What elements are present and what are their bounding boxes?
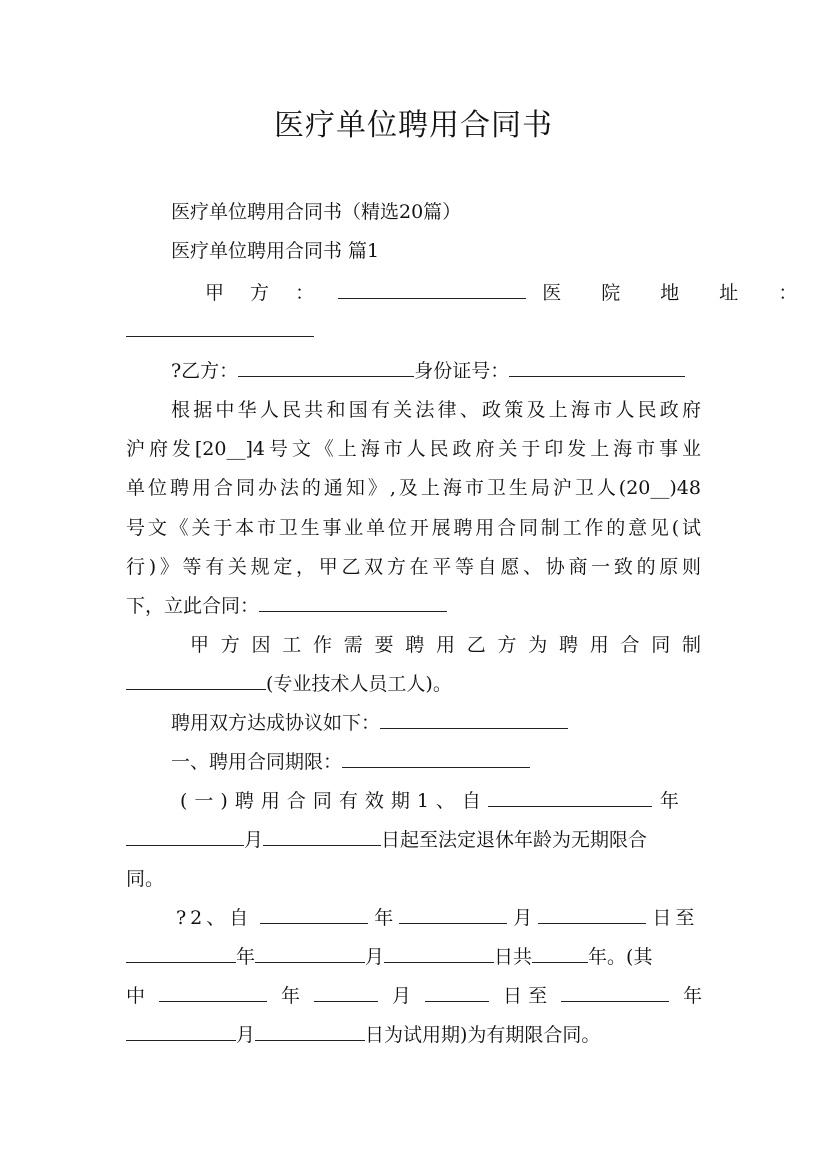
document-title: 医疗单位聘用合同书 [274, 108, 553, 143]
fixed-day-blank [538, 905, 646, 924]
probation-end-month-blank [126, 1022, 236, 1041]
subtitle-text: 医疗单位聘用合同书（精选20篇） [171, 201, 462, 223]
employment-type-blank [126, 671, 266, 690]
party-b-line [171, 358, 701, 384]
day-to-label: 日 至 [503, 985, 548, 1007]
party-a-label: 甲 方 ： [205, 282, 325, 304]
probation-year-blank [159, 983, 267, 1002]
among-label: 中 [126, 985, 146, 1007]
month-label: 月 [236, 1024, 256, 1046]
total-label: 日共 [494, 946, 533, 968]
paragraph-end-line [126, 593, 701, 619]
paragraph-line: 沪府发[20__]4号文《上海市人民政府关于印发上海市事业 [126, 438, 701, 460]
address-blank-line [126, 318, 701, 344]
probation-month-blank [314, 983, 378, 1002]
month-label: 月 [392, 985, 412, 1007]
employment-type-text: (专业技术人员工人)。 [266, 673, 452, 695]
fixed-term-line [176, 905, 701, 931]
probation-line [126, 983, 701, 1009]
validity-tail-text: 日起至法定退休年龄为无期限合 [381, 829, 648, 851]
id-number-blank [509, 358, 685, 377]
paragraph-line: 根据中华人民共和国有关法律、政策及上海市人民政府 [171, 399, 701, 421]
month-label: 月 [513, 907, 533, 929]
validity-text: (一)聘用合同有效期1、自 [180, 790, 488, 812]
agreement-line [171, 710, 746, 736]
year-label: 年 [374, 907, 394, 929]
validity-line-2 [126, 827, 701, 853]
paragraph-line: 单位聘用合同办法的通知》,及上海市卫生局沪卫人(20__)48 [126, 477, 701, 499]
end-day-blank [384, 944, 494, 963]
paragraph-line: 行)》等有关规定，甲乙双方在平等自愿、协商一致的原则 [126, 556, 701, 578]
paragraph-line: 号文《关于本市卫生事业单位开展聘用合同制工作的意见(试 [126, 517, 701, 539]
end-year-blank [126, 944, 236, 963]
paragraph-end-text: 下，立此合同： [126, 595, 260, 617]
years-note: 年。(其 [588, 946, 653, 968]
party-b-blank [238, 358, 414, 377]
hospital-address-label: 医 院 地 址 ： [542, 282, 815, 304]
term-heading-line [171, 749, 746, 775]
hospital-address-blank [126, 318, 314, 337]
year-label: 年 [683, 985, 703, 1007]
month-label: 月 [244, 829, 264, 851]
day-blank [263, 827, 381, 846]
agreement-blank [380, 710, 568, 729]
validity-line [180, 788, 701, 814]
section-heading-text: 医疗单位聘用合同书 篇1 [171, 240, 380, 262]
contract-blank [259, 593, 447, 612]
validity-end-line: 同。 [126, 868, 165, 890]
month-label: 月 [365, 946, 385, 968]
probation-end-year-blank [561, 983, 669, 1002]
party-b-label: ?乙方： [171, 360, 239, 382]
total-years-blank [532, 944, 588, 963]
probation-end-day-blank [255, 1022, 365, 1041]
fixed-term-line-2 [126, 944, 701, 970]
validity-year-blank [488, 788, 652, 807]
end-month-blank [255, 944, 365, 963]
year-label: 年 [659, 790, 679, 812]
term-blank [342, 749, 530, 768]
month-blank [126, 827, 244, 846]
fixed-term-text: ?2、自 [176, 907, 253, 929]
party-a-line [205, 280, 815, 306]
year-label: 年 [236, 946, 256, 968]
probation-tail-text: 日为试用期)为有期限合同。 [365, 1024, 601, 1046]
to-label: 日至 [652, 907, 699, 929]
year-label: 年 [281, 985, 301, 1007]
party-a-blank [338, 280, 526, 299]
probation-day-blank [425, 983, 489, 1002]
probation-end-line [126, 1022, 701, 1048]
section-heading [171, 238, 746, 264]
id-number-label: 身份证号： [414, 360, 510, 382]
employment-type-line [126, 671, 701, 697]
agreement-text: 聘用双方达成协议如下： [171, 712, 381, 734]
fixed-month-blank [399, 905, 507, 924]
employment-line: 甲方因工作需要聘用乙方为聘用合同制 [190, 634, 701, 656]
subtitle-line [171, 199, 746, 225]
term-heading-text: 一、聘用合同期限： [171, 751, 343, 773]
fixed-year-blank [260, 905, 368, 924]
